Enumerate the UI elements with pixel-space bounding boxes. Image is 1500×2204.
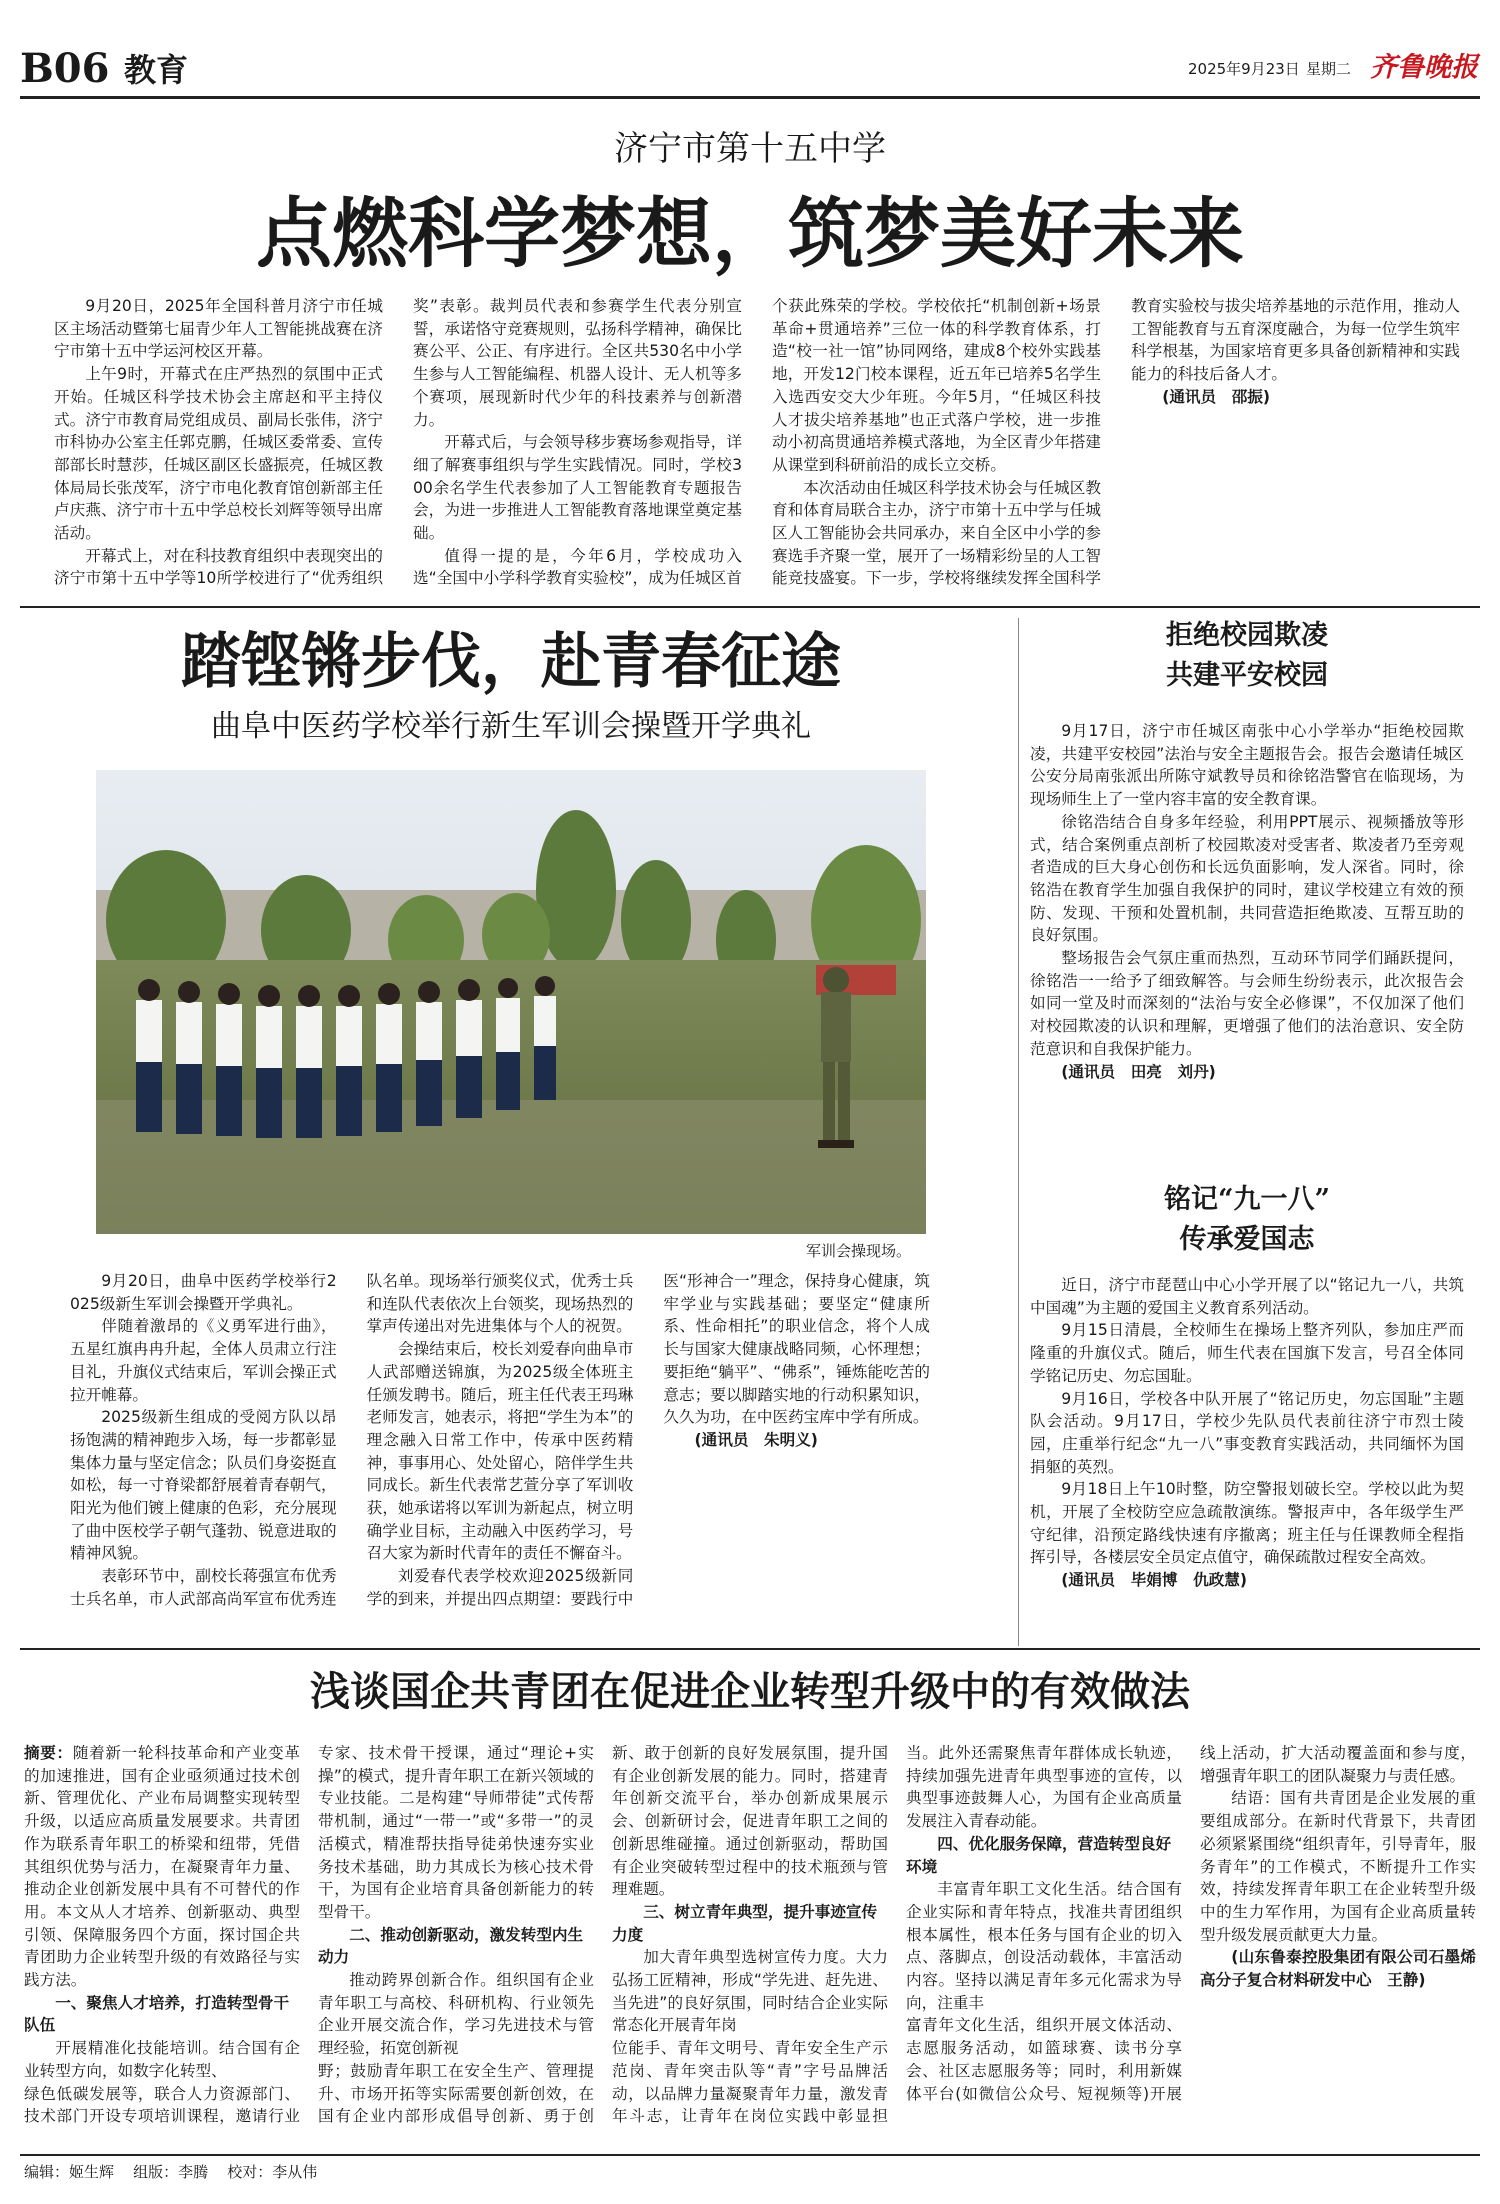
article4-paragraph: 9月16日，学校各中队开展了“铭记历史，勿忘国耻”主题队会活动。9月17日，学校少先队员代表前往济宁市烈士陵园，庄重举行纪念“九一八”事变教育实践活动，共同缅怀为国捐躯的英烈。 xyxy=(1030,1389,1464,1476)
section-heading: 二、推动创新驱动，激发转型内生动力 xyxy=(318,1925,584,1967)
military-training-photo xyxy=(96,770,926,1234)
footer-rule xyxy=(20,2154,1480,2156)
article4 xyxy=(1030,1180,1464,1592)
article2-paragraph: 表彰环节中，副校长蒋强宣布优秀士兵名单，市人武部高尚军宣布优秀连队名单。现场举行颁奖仪式，优秀士兵和连队代表依次上台领奖，现场热烈的掌声传递出对先进集体与个人的祝贺。 xyxy=(70,1272,634,1608)
divider-2 xyxy=(20,1648,1480,1650)
article4-title-line1: 铭记“九一八” xyxy=(1163,1184,1331,1215)
issue-date: 2025年9月23日 xyxy=(1188,60,1300,78)
article2-title: 踏铿锵步伐，赴青春征途 xyxy=(181,627,841,697)
article5-byline: (山东鲁泰控股集团有限公司石墨烯高分子复合材料研发中心 王静) xyxy=(1200,1948,1476,1990)
footer-proof: 校对：李从伟 xyxy=(227,2163,318,2181)
article2-paragraph: 2025级新生组成的受阅方队以昂扬饱满的精神跑步入场，每一步都彰显集体力量与坚定信念；队员们身姿挺直如松，每一寸脊梁都舒展着青春朝气，阳光为他们镀上健康的色彩，充分展现了曲中医校学子朝气蓬勃、锐意进取的精神风貌。 xyxy=(70,1408,337,1563)
article1-paragraph: 上午9时，开幕式在庄严热烈的氛围中正式开始。任城区科学技术协会主席赵和平主持仪式。济宁市教育局党组成员、副局长张伟，济宁市科协办公室主任郭克鹏，任城区委常委、宣传部部长时慧莎，任城区副区长盛振亮，任城区教体局局长张茂军，济宁市电化教育馆创新部主任卢庆燕、济宁市十五中学总校长刘辉等领导出席活动。 xyxy=(54,365,383,543)
article1-title: 点燃科学梦想，筑梦美好未来 xyxy=(256,189,1244,278)
article4-paragraph: 9月15日清晨，全校师生在操场上整齐列队，参加庄严而隆重的升旗仪式。随后，师生代表在国旗下发言，号召全体同学铭记历史、勿忘国耻。 xyxy=(1030,1321,1464,1385)
page-header xyxy=(20,44,1480,94)
article5-conclusion: 结语：国有共青团是企业发展的重要组成部分。在新时代背景下，共青团必须紧紧围绕“组织青年，引导青年，服务青年”的工作模式，不断提升工作实效，持续发挥青年职工在企业转型升级中的生力军作用，为国有企业高质量转型升级发展贡献更大力量。 xyxy=(1200,1789,1476,1944)
article3-paragraph: 9月17日，济宁市任城区南张中心小学举办“拒绝校园欺凌，共建平安校园”法治与安全主题报告会。报告会邀请任城区公安分局南张派出所陈守斌教导员和徐铭浩警官在临现场，为现场师生上了一堂内容丰富的安全教育课。 xyxy=(1030,722,1464,809)
article5-paragraph: 推动跨界创新合作。组织国有企业青年职工与高校、科研机构、行业领先企业开展交流合作，学习先进技术与管理经验，拓宽创新视 xyxy=(318,1971,594,2058)
vertical-divider xyxy=(1018,618,1019,1646)
article4-byline: (通讯员 毕娟博 仇政慧) xyxy=(1061,1571,1247,1590)
section-name: 教育 xyxy=(124,51,189,89)
divider-1 xyxy=(20,606,1480,608)
article2-body xyxy=(70,1270,930,1630)
article3-byline: (通讯员 田亮 刘丹) xyxy=(1061,1062,1216,1081)
issue-weekday: 星期二 xyxy=(1306,60,1352,78)
abstract xyxy=(24,1742,300,1992)
article1-paragraph: 开幕式后，与会领导移步赛场参观指导，详细了解赛事组织与学生实践情况。同时，学校300余名学生代表参加了人工智能教育专题报告会，为进一步推进人工智能教育落地课堂奠定基础。 xyxy=(413,433,742,543)
footer-layout: 组版：李腾 xyxy=(133,2163,209,2181)
article5-paragraph: 野；鼓励青年职工在安全生产、管理提升、市场开拓等实际需要创新创效，在国有企业内部形成倡导创新、勇于创新、敢于创新的良好发展氛围，提升国有企业创新发展的能力。同时，搭建青年创新交流平台，举办创新成果展示会、创新研讨会，促进青年职工之间的创新思维碰撞。通过创新驱动，帮助国有企业突破转型过程中的技术瓶颈与管理难题。 xyxy=(318,1744,888,2126)
article1-byline: (通讯员 邵振) xyxy=(1162,387,1271,406)
article5-body xyxy=(24,1742,1476,2150)
article2-byline: (通讯员 朱明义) xyxy=(694,1430,818,1449)
article2-subtitle: 曲阜中医药学校举行新生军训会操暨开学典礼 xyxy=(211,709,811,744)
article1-kicker: 济宁市第十五中学 xyxy=(614,129,886,169)
article4-paragraph: 近日，济宁市琵琶山中心小学开展了以“铭记九一八，共筑中国魂”为主题的爱国主义教育系列活动。 xyxy=(1030,1276,1464,1317)
article1-paragraph: 值得一提的是，今年6月，学校成功入选“全国中小学科学教育实验校”，成为任城区首个获此殊荣的学校。学校依托“机制创新+场景革命+贯通培养”三位一体的科学教育体系，打造“校一社一馆”协同网络，建成8个校外实践基地，开发12门校本课程，近五年已培养5名学生入选西安交大少年班。今年5月，“任城区科技人才拔尖培养基地”也正式落户学校，进一步推动小初高贯通培养模式落地，为全区青少年搭建从课堂到科研前沿的成长立交桥。 xyxy=(413,297,1101,588)
article4-paragraph: 9月18日上午10时整，防空警报划破长空。学校以此为契机，开展了全校防空应急疏散演练。警报声中，各年级学生严守纪律，沿预定路线快速有序撤离；班主任与任课教师全程指挥引导，各楼层安全员定点值守，确保疏散过程安全高效。 xyxy=(1030,1480,1464,1567)
section-heading: 三、树立青年典型，提升事迹宣传力度 xyxy=(612,1902,878,1944)
page-footer xyxy=(24,2160,317,2184)
article2-paragraph: 刘爱春代表学校欢迎2025级新同学的到来，并提出四点期望：要践行中医“形神合一”理念，保持身心健康，筑牢学业与实践基础；要坚定“健康所系、性命相托”的职业信念，将个人成长与国家大健康战略同频，心怀理想；要拒绝“躺平”、“佛系”，锤炼能吃苦的意志；要以脚踏实地的行动积累知识，久久为功，在中医药宝库中学有所成。 xyxy=(366,1272,930,1608)
article2-paragraph: 会操结束后，校长刘爱春向曲阜市人武部赠送锦旗，为2025级全体班主任颁发聘书。随后，班主任代表王玛琳老师发言，她表示，将把“学生为本”的理念融入日常工作中，传承中医药精神，事事用心、处处留心，陪伴学生共同成长。新生代表常艺萱分享了军训收获，她承诺将以军训为新起点，树立明确学业目标，主动融入中医药学习，号召大家为新时代青年的责任不懈奋斗。 xyxy=(366,1340,634,1563)
article3-title-line1: 拒绝校园欺凌 xyxy=(1166,620,1328,651)
section-heading: 四、优化服务保障，营造转型良好环境 xyxy=(906,1834,1172,1876)
footer-editor: 编辑：姬生辉 xyxy=(24,2163,115,2181)
article5-paragraph: 富青年文化生活，组织开展文体活动、志愿服务活动，如篮球赛、读书分享会、社区志愿服务等；同时，利用新媒体平台(如微信公众号、短视频等)开展线上活动，扩大活动覆盖面和参与度，增强青年职工的团队凝聚力与责任感。 xyxy=(906,1744,1476,2103)
article2-paragraph: 9月20日，曲阜中医药学校举行2025级新生军训会操暨开学典礼。 xyxy=(70,1272,337,1313)
article1-body xyxy=(54,295,1460,595)
article2-paragraph: 伴随着激昂的《义勇军进行曲》，五星红旗冉冉升起，全体人员肃立行注目礼，升旗仪式结束后，军训会操正式拉开帷幕。 xyxy=(70,1317,337,1404)
article5-paragraph: 开展精准化技能培训。结合国有企业转型方向，如数字化转型、 xyxy=(24,2039,300,2080)
article5-paragraph: 位能手、青年文明号、青年安全生产示范岗、青年突击队等“青”字号品牌活动，以品牌力量凝聚青年力量，激发青年斗志，让青年在岗位实践中彰显担当。此外还需聚焦青年群体成长轨迹，持续加强先进青年典型事迹的宣传，以典型事迹鼓舞人心，为国有企业高质量发展注入青春动能。 xyxy=(612,1744,1182,2126)
article5-paragraph: 丰富青年职工文化生活。结合国有企业实际和青年特点，找准共青团组织根本属性，根本任务与国有企业的切入点、落脚点，创设活动载体，丰富活动内容。坚持以满足青年多元化需求为导向，注重丰 xyxy=(906,1880,1182,2012)
abstract-text: 随着新一轮科技革命和产业变革的加速推进，国有企业亟须通过技术创新、管理优化、产业布局调整实现转型升级，以适应高质量发展要求。共青团作为联系青年职工的桥梁和纽带，凭借其组织优势与活力，在凝聚青年力量、推动企业创新发展中具有不可替代的作用。本文从人才培养、创新驱动、典型引领、保障服务四个方面，探讨国企共青团助力企业转型升级的有效路径与实践方法。 xyxy=(24,1744,300,1990)
photo-caption: 军训会操现场。 xyxy=(806,1242,912,1260)
abstract-label: 摘要： xyxy=(24,1744,73,1762)
paper-logo: 齐鲁晚报 xyxy=(1370,52,1478,83)
article5-title: 浅谈国企共青团在促进企业转型升级中的有效做法 xyxy=(310,1668,1190,1715)
article3 xyxy=(1030,616,1464,1083)
section-heading: 一、聚焦人才培养，打造转型骨干队伍 xyxy=(24,1993,290,2035)
page-code: B06 xyxy=(20,45,110,92)
article1-paragraph: 开幕式上，对在科技教育组织中表现突出的济宁市第十五中学等10所学校进行了“优秀组织奖”表彰。裁判员代表和参赛学生代表分别宣誓，承诺恪守竞赛规则，弘扬科学精神，确保比赛公平、公正、有序进行。全区共530名中小学生参与人工智能编程、机器人设计、无人机等多个赛项，展现新时代少年的科技素养与创新潜力。 xyxy=(54,297,742,588)
article1-paragraph: 本次活动由任城区科学技术协会与任城区教育和体育局联合主办，济宁市第十五中学与任城区人工智能协会共同承办，来自全区中小学的参赛选手齐聚一堂，展开了一场精彩纷呈的人工智能竞技盛宴。下一步，学校将继续发挥全国科学教育实验校与拔尖培养基地的示范作用，推动人工智能教育与五育深度融合，为每一位学生筑牢科学根基，为国家培育更多具备创新精神和实践能力的科技后备人才。 xyxy=(772,297,1460,588)
header-rule xyxy=(20,96,1480,99)
article3-paragraph: 徐铭浩结合自身多年经验，利用PPT展示、视频播放等形式，结合案例重点剖析了校园欺凌对受害者、欺凌者乃至旁观者造成的巨大身心创伤和长远负面影响，发人深省。同时，徐铭浩在教育学生加强自我保护的同时，建议学校建立有效的预防、发现、干预和处置机制，共同营造拒绝欺凌、互帮互助的良好氛围。 xyxy=(1030,812,1464,945)
article1-paragraph: 9月20日，2025年全国科普月济宁市任城区主场活动暨第七届青少年人工智能挑战赛在济宁市第十五中学运河校区开幕。 xyxy=(54,297,383,361)
article3-paragraph: 整场报告会气氛庄重而热烈，互动环节同学们踊跃提问，徐铭浩一一给予了细致解答。与会师生纷纷表示，此次报告会如同一堂及时而深刻的“法治与安全必修课”，不仅加深了他们对校园欺凌的认识和理解，更增强了他们的法治意识、安全防范意识和自我保护能力。 xyxy=(1030,949,1464,1058)
article5-paragraph: 加大青年典型选树宣传力度。大力弘扬工匠精神，形成“学先进、赶先进、当先进”的良好氛围，同时结合企业实际常态化开展青年岗 xyxy=(612,1948,888,2035)
article4-title-line2: 传承爱国志 xyxy=(1179,1224,1315,1255)
article3-title-line2: 共建平安校园 xyxy=(1166,660,1328,691)
article5-paragraph: 绿色低碳发展等，联合人力资源部门、技术部门开设专项培训课程，邀请行业专家、技术骨干授课，通过“理论+实操”的模式，提升青年职工在新兴领域的专业技能。二是构建“导师带徒”式传帮带机制，通过“一带一”或“多带一”的灵活模式，精准帮扶指导徒弟快速夯实业务技术基础，助力其成长为核心技术骨干，为国有企业培育具备创新能力的转型骨干。 xyxy=(24,1744,594,2126)
